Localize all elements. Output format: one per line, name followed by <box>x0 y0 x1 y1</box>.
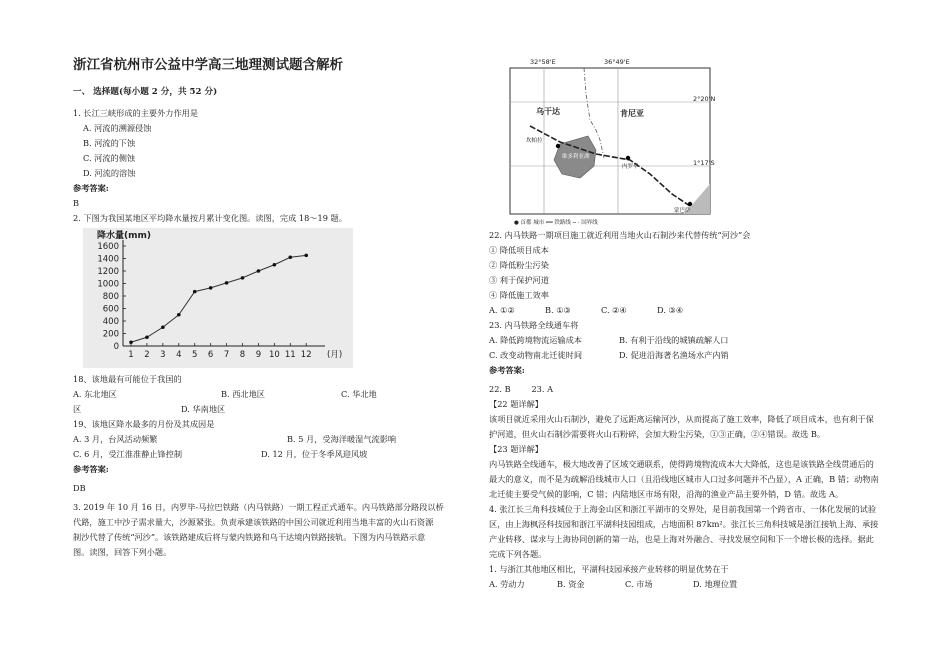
chart-data-point <box>177 313 181 317</box>
q1-answer: B <box>73 198 80 208</box>
chart-data-point <box>241 276 245 280</box>
q2-stem: 2. 下图为我国某地区平均降水量按月累计变化图。读图，完成 18～19 题。 <box>73 213 347 223</box>
q3-line-3: 制沙代替了传统“河沙”。该铁路建成后将与蒙内铁路和乌干达境内铁路接轨。下图为内马铁路示意 <box>73 532 426 542</box>
city-marker-1 <box>556 144 560 148</box>
q4-1-option-b: B. 资金 <box>557 579 585 589</box>
lat-label-1: 2°20'N <box>693 95 716 103</box>
q23-option-b: B. 有利于沿线的城镇疏解人口 <box>619 335 729 345</box>
q18-option-c: C. 华北地 <box>341 389 377 399</box>
chart-data-point <box>161 325 165 329</box>
chart-y-tick-label: 800 <box>102 292 119 302</box>
answer-label-2: 参考答案: <box>73 464 109 474</box>
q22-option-d: D. ③④ <box>657 305 684 315</box>
q23-stem: 23. 内马铁路全线通车将 <box>489 320 579 330</box>
chart-data-point <box>145 335 149 339</box>
answer-label: 参考答案: <box>73 183 109 193</box>
q23-options-row2 <box>489 348 879 363</box>
map-svg <box>500 54 732 226</box>
q22-stem: 22. 内马铁路一期项目施工就近利用当地火山石制沙来代替传统“河沙”会 <box>489 230 751 240</box>
q18-option-b: B. 西北地区 <box>221 389 265 399</box>
chart-x-tick-label: 2 <box>144 350 150 360</box>
chart-x-tick-label: 6 <box>207 350 214 360</box>
q22-item-2: ② 降低粉尘污染 <box>489 260 549 270</box>
chart-svg <box>83 228 353 368</box>
q18-option-c-cont: 区 <box>73 404 82 414</box>
chart-data-point <box>273 263 277 267</box>
q19-options-row1 <box>73 432 445 447</box>
q19-option-a: A. 3 月，台风活动频繁 <box>73 434 158 444</box>
right-column <box>489 228 879 592</box>
lake-label: 维多利亚湖 <box>562 154 590 160</box>
chart-data-point <box>209 286 213 290</box>
chart-data-point <box>193 290 197 294</box>
page-title: 浙江省杭州市公益中学高三地理测试题含解析 <box>73 57 343 73</box>
lat-label-2: 1°17'S <box>693 159 715 167</box>
chart-y-tick-label: 400 <box>102 317 119 327</box>
chart-y-tick-label: 1400 <box>97 254 119 265</box>
chart-x-tick-label: 3 <box>160 350 166 360</box>
detail22-label: 【22 题详解】 <box>489 399 543 409</box>
chart-data-point <box>225 281 229 285</box>
map-legend: ● 首都 城市 ━━ 铁路线 ─ · 国界线 <box>514 220 598 226</box>
q1-option-b: B. 河流的下蚀 <box>83 138 136 148</box>
chart-y-tick-label: 1600 <box>97 242 119 252</box>
q19-option-d: D. 12 月，位于冬季风迎风坡 <box>261 449 368 459</box>
q23-options-row1 <box>489 333 879 348</box>
answer-label-3: 参考答案: <box>489 365 525 375</box>
q1-option-d: D. 河流的溶蚀 <box>83 168 136 178</box>
q4-1-stem: 1. 与浙江其他地区相比，平湖科技园承接产业转移的明显优势在于 <box>489 564 729 574</box>
detail22-text: 该项目就近采用火山石制沙，避免了远距离运输河沙，从而提高了施工效率，降低了项目成本，也有利于保护河道，但火山石制沙需要将火山石粉碎，会加大粉尘污染，①③正确，②④错误。故选 B。 <box>489 414 874 439</box>
q22-option-b: B. ①③ <box>545 305 571 315</box>
chart-x-tick-label: 9 <box>255 350 262 360</box>
chart-x-label: (月) <box>327 350 343 360</box>
q2-answer: DB <box>73 483 86 493</box>
chart-data-point <box>129 340 133 344</box>
city-label-2: 内罗毕 <box>622 164 639 170</box>
lon-label-2: 36°49'E <box>604 58 630 66</box>
q18-options-row2 <box>73 402 445 417</box>
precipitation-chart <box>83 228 353 368</box>
q18-stem: 18、该地最有可能位于我国的 <box>73 374 182 384</box>
chart-y-tick-label: 600 <box>102 304 119 315</box>
chart-x-tick-label: 8 <box>239 350 246 360</box>
q19-option-c: C. 6 月，受江淮准静止锋控制 <box>73 449 183 459</box>
chart-y-label: 降水量(mm) <box>97 231 151 241</box>
chart-data-point <box>288 255 292 259</box>
chart-x-tick-label: 5 <box>192 350 198 360</box>
chart-x-tick-label: 4 <box>176 350 182 360</box>
chart-y-tick-label: 1200 <box>97 267 119 277</box>
q19-stem: 19、该地区降水最多的月份及其成因是 <box>73 419 215 429</box>
q23-option-d: D. 促进沿海著名渔场水产内销 <box>619 350 729 360</box>
chart-x-tick-label: 11 <box>284 350 296 360</box>
q4-1-option-a: A. 劳动力 <box>489 579 525 589</box>
city-marker-2 <box>626 156 630 160</box>
chart-y-tick-label: 1000 <box>97 279 119 290</box>
q22-option-a: A. ①② <box>489 305 515 315</box>
chart-y-tick-label: 0 <box>113 342 119 352</box>
q4-1-options <box>489 577 879 592</box>
q22-option-c: C. ②④ <box>601 305 627 315</box>
q3-line-1: 3. 2019 年 10 月 16 日，内罗毕-马拉巴铁路（内马铁路）一期工程正式通车。内马铁路部分路段以桥 <box>73 502 444 512</box>
q3-answers: 22. B 23. A <box>489 384 553 394</box>
q19-option-b: B. 5 月，受海洋暖湿气流影响 <box>287 434 397 444</box>
q22-item-1: ① 降低项目成本 <box>489 245 549 255</box>
q1-stem: 1. 长江三峡形成的主要外力作用是 <box>73 108 199 118</box>
q23-option-a: A. 降低跨境物流运输成本 <box>489 335 582 345</box>
chart-data-point <box>304 254 308 258</box>
chart-x-tick-label: 10 <box>268 350 280 360</box>
q19-options-row2 <box>73 447 445 462</box>
section-heading: 一、 选择题(每小题 2 分，共 52 分) <box>73 87 218 97</box>
q18-option-a: A. 东北地区 <box>73 389 117 399</box>
lon-label-1: 32°58'E <box>530 58 556 66</box>
chart-x-tick-label: 12 <box>300 350 312 360</box>
q4-1-option-c: C. 市场 <box>625 579 653 589</box>
chart-x-tick-label: 7 <box>223 350 230 360</box>
railway-map <box>500 54 732 226</box>
city-label-3: 蒙巴萨 <box>674 208 691 214</box>
chart-x-tick-label: 1 <box>128 350 134 360</box>
chart-y-tick-label: 200 <box>102 329 119 340</box>
country-label-1: 乌干达 <box>536 107 560 116</box>
detail23-label: 【23 题详解】 <box>489 444 543 454</box>
city-label-1: 坎帕拉 <box>526 138 543 144</box>
q4-1-option-d: D. 地理位置 <box>693 579 738 589</box>
q22-item-4: ④ 降低施工效率 <box>489 290 549 300</box>
q18-option-d: D. 华南地区 <box>181 404 226 414</box>
q3-line-2: 代路，施工中沙子需求量大，沙源紧张。负责承建该铁路的中国公司就近利用当地丰富的火山石资源 <box>73 517 434 527</box>
q23-option-c: C. 改变动物南北迁徙时间 <box>489 350 583 360</box>
detail23-text: 内马铁路全线通车，极大地改善了区域交通联系，使得跨境物流成本大大降低，这也是该铁路全线贯通后的最大的意义，而不是为疏解沿线城市人口（且沿线地区城市人口过多问题并不凸显），A 正确，B 错；动物南北迁徙主要受气候的影响，C 错；内陆地区市场有限，沿海的渔业产品主要外销，D 错。故选 A。 <box>489 459 879 499</box>
q3-line-4: 图。读图，回答下列小题。 <box>73 547 172 557</box>
q22-item-3: ③ 利于保护河道 <box>489 275 549 285</box>
q22-options <box>489 303 879 318</box>
left-column <box>73 55 445 560</box>
chart-data-point <box>257 269 261 273</box>
q1-option-c: C. 河流的侧蚀 <box>83 153 136 163</box>
q4-text: 4. 张江长三角科技城位于上海金山区和浙江平湖市的交界处，是目前我国第一个跨省市、一体化发展的试验区，由上海枫泾科技园和浙江平湖科技园组成，占地面积 87km²。张江长三角科技城是浙江接轨上海、承接产业转移、谋求与上海协同创新的第一站，也是上海对外融合、寻找发展空间和下一个增长极的选择。据此完成下列各题。 <box>489 504 879 559</box>
q18-options-row1 <box>73 387 445 402</box>
country-label-2: 肯尼亚 <box>620 109 644 118</box>
q1-option-a: A. 河流的溯源侵蚀 <box>83 123 152 133</box>
